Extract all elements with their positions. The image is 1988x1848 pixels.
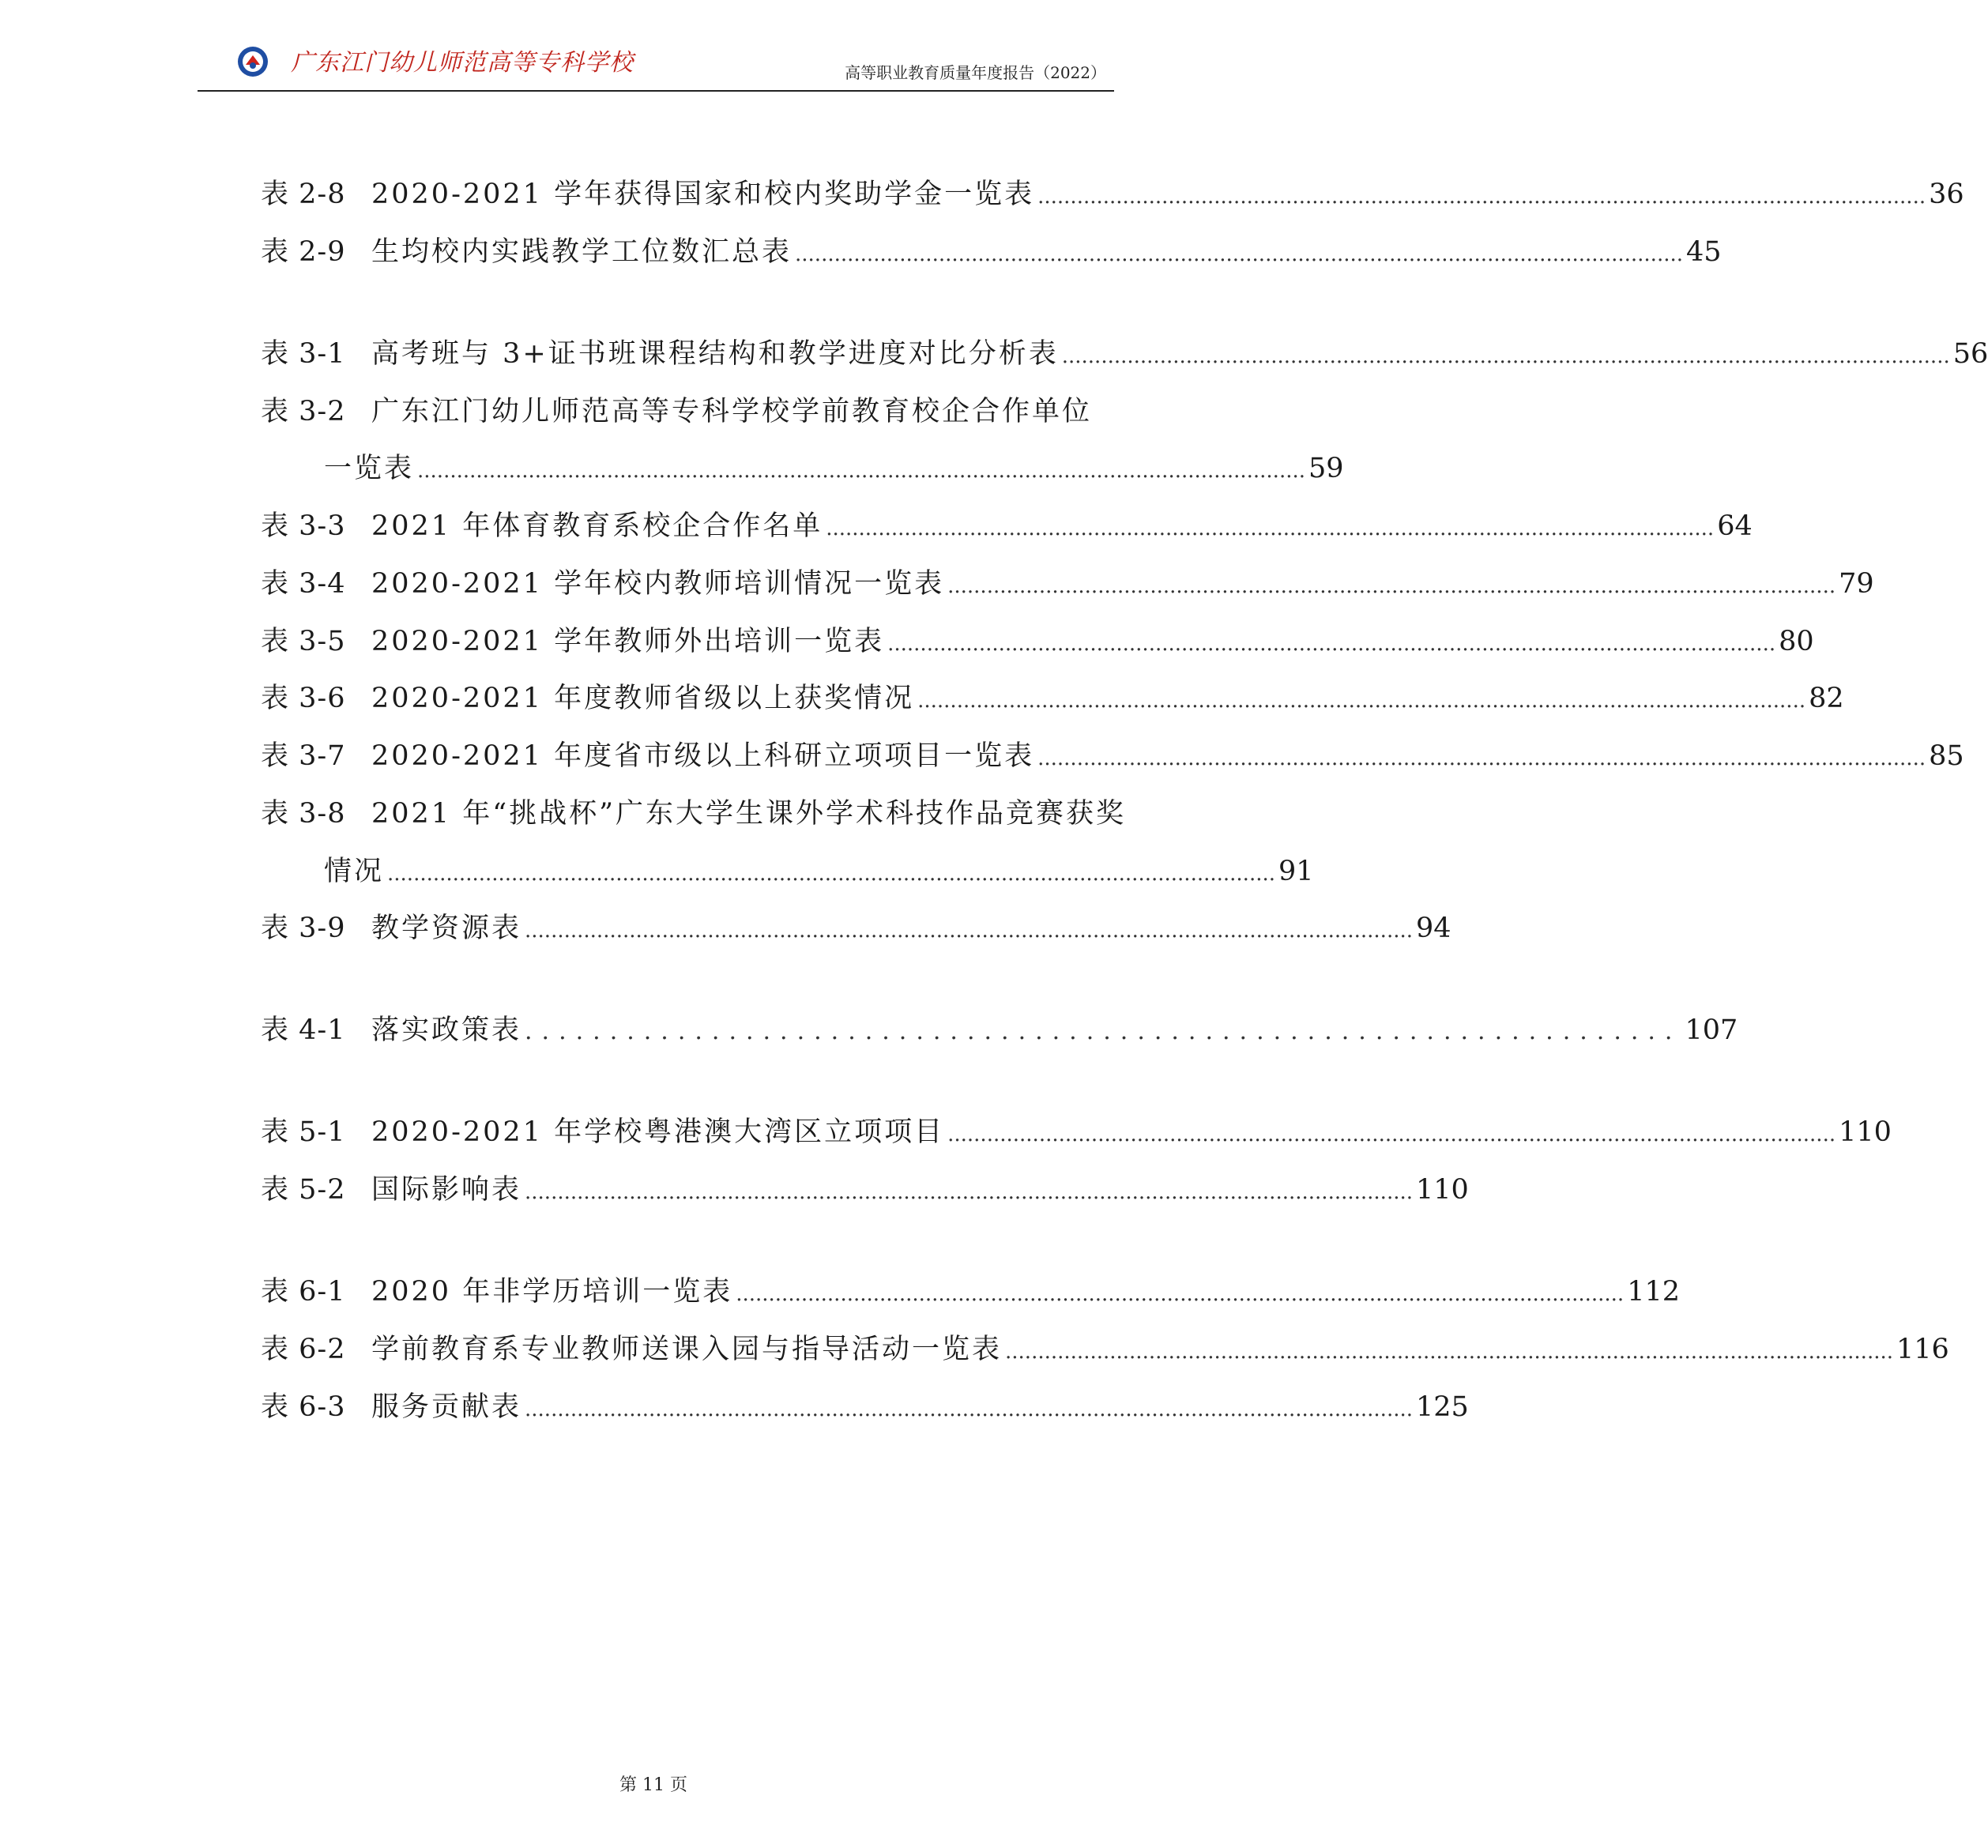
- table-title: 2020-2021 年度省市级以上科研立项项目一览表: [371, 740, 1035, 772]
- leader-dots: ........................................................................................................................................: [917, 689, 1806, 713]
- toc-entry[interactable]: [261, 621, 1814, 662]
- leader-dots: ........................................................................................................................................: [387, 862, 1276, 886]
- table-number: 表 3-8: [261, 798, 346, 830]
- page-number: 116: [1896, 1334, 1949, 1365]
- page-number: 80: [1779, 626, 1814, 657]
- toc-entry[interactable]: [261, 333, 1988, 374]
- page-number: 82: [1809, 683, 1844, 714]
- toc-entry[interactable]: [261, 1169, 1469, 1210]
- toc-entry[interactable]: [261, 231, 1722, 273]
- table-title: 2021 年“挑战杯”广东大学生课外学术科技作品竞赛获奖: [371, 798, 1126, 830]
- table-number: 表 3-6: [261, 683, 346, 714]
- toc-entry[interactable]: [261, 678, 1844, 719]
- table-number: 表 3-2: [261, 396, 346, 427]
- toc-entry[interactable]: [261, 174, 1964, 215]
- school-name: 广东江门幼儿师范高等专科学校: [291, 49, 634, 77]
- page-number: 64: [1717, 510, 1753, 542]
- page-footer: 第 11 页: [619, 1775, 687, 1795]
- table-number: 表 2-8: [261, 179, 346, 210]
- leader-dots: ........................................................................................................................................: [947, 574, 1836, 598]
- table-number: 表 6-2: [261, 1334, 346, 1365]
- table-title: 情况: [324, 856, 385, 887]
- table-number: 表 3-3: [261, 510, 346, 542]
- page-number: 110: [1416, 1174, 1469, 1206]
- table-title: 生均校内实践教学工位数汇总表: [371, 236, 793, 268]
- page-number: 107: [1685, 1014, 1738, 1046]
- table-title: 2021 年体育教育系校企合作名单: [371, 510, 823, 542]
- page-number: 85: [1929, 740, 1964, 772]
- table-title: 2020-2021 学年获得国家和校内奖助学金一览表: [371, 179, 1035, 210]
- page-number: 110: [1839, 1116, 1892, 1148]
- table-title: 2020-2021 年度教师省级以上获奖情况: [371, 683, 915, 714]
- leader-dots: ........................................................................................................................................: [1037, 747, 1926, 770]
- toc-entry[interactable]: [261, 908, 1451, 949]
- leader-dots: ........................................................................................................................................: [525, 919, 1414, 943]
- school-logo-icon: [237, 46, 269, 77]
- leader-dots: ........................................................................................................................................: [736, 1282, 1625, 1306]
- table-number: 表 2-9: [261, 236, 346, 268]
- toc-entry[interactable]: [261, 1271, 1681, 1312]
- table-title: 高考班与 3+证书班课程结构和教学进度对比分析表: [371, 338, 1059, 370]
- toc-entry[interactable]: [261, 1112, 1892, 1153]
- report-title: 高等职业教育质量年度报告（2022）: [845, 63, 1106, 82]
- leader-dots: ....................................................................: [525, 1018, 1682, 1045]
- leader-dots: ........................................................................................................................................: [525, 1180, 1414, 1204]
- toc-entry[interactable]: [261, 391, 1116, 432]
- toc-entry[interactable]: [261, 1387, 1469, 1428]
- leader-dots: ........................................................................................................................................: [795, 243, 1684, 266]
- toc-entry[interactable]: [261, 1010, 1738, 1051]
- table-title: 国际影响表: [371, 1174, 522, 1206]
- table-number: 表 6-1: [261, 1276, 346, 1308]
- leader-dots: ........................................................................................................................................: [417, 459, 1306, 483]
- table-title: 2020-2021 学年教师外出培训一览表: [371, 626, 885, 657]
- leader-dots: ........................................................................................................................................: [525, 1398, 1414, 1421]
- toc-entry[interactable]: [261, 793, 1126, 834]
- page-number: 36: [1929, 179, 1964, 210]
- header-divider: [198, 90, 1114, 92]
- page-number: 56: [1952, 338, 1988, 370]
- table-title: 2020-2021 年学校粤港澳大湾区立项项目: [371, 1116, 945, 1148]
- page-number: 94: [1416, 913, 1451, 944]
- table-number: 表 6-3: [261, 1391, 346, 1423]
- toc-entry[interactable]: [261, 506, 1753, 547]
- page-number: 112: [1627, 1276, 1681, 1308]
- toc-entry[interactable]: [261, 563, 1874, 604]
- table-number: 表 3-4: [261, 568, 346, 600]
- leader-dots: ........................................................................................................................................: [947, 1123, 1836, 1146]
- table-title: 2020 年非学历培训一览表: [371, 1276, 733, 1308]
- toc-entry-continuation[interactable]: [261, 448, 1344, 489]
- table-title: 服务贡献表: [371, 1391, 522, 1423]
- page-number: 125: [1416, 1391, 1469, 1423]
- toc-entry[interactable]: [261, 736, 1964, 777]
- table-number: 表 3-5: [261, 626, 346, 657]
- table-title: 教学资源表: [371, 913, 522, 944]
- toc-entry[interactable]: [261, 1329, 1949, 1370]
- table-title: 一览表: [324, 453, 415, 484]
- page-number: 59: [1308, 453, 1344, 484]
- leader-dots: ........................................................................................................................................: [1061, 344, 1950, 368]
- page-header: [198, 32, 1114, 92]
- leader-dots: ........................................................................................................................................: [887, 632, 1776, 656]
- table-number: 表 5-1: [261, 1116, 346, 1148]
- table-number: 表 3-7: [261, 740, 346, 772]
- leader-dots: ........................................................................................................................................: [1037, 185, 1926, 209]
- table-title: 2020-2021 学年校内教师培训情况一览表: [371, 568, 945, 600]
- table-number: 表 4-1: [261, 1014, 346, 1046]
- table-title: 学前教育系专业教师送课入园与指导活动一览表: [371, 1334, 1003, 1365]
- toc-entry-continuation[interactable]: [261, 851, 1314, 892]
- table-number: 表 3-9: [261, 913, 346, 944]
- page-number: 91: [1278, 856, 1314, 887]
- page-number: 79: [1839, 568, 1874, 600]
- table-number: 表 3-1: [261, 338, 346, 370]
- table-title: 广东江门幼儿师范高等专科学校学前教育校企合作单位: [371, 396, 1093, 427]
- table-title: 落实政策表: [371, 1014, 522, 1046]
- leader-dots: ........................................................................................................................................: [826, 517, 1715, 540]
- page-number: 45: [1686, 236, 1722, 268]
- leader-dots: ........................................................................................................................................: [1005, 1340, 1894, 1364]
- table-number: 表 5-2: [261, 1174, 346, 1206]
